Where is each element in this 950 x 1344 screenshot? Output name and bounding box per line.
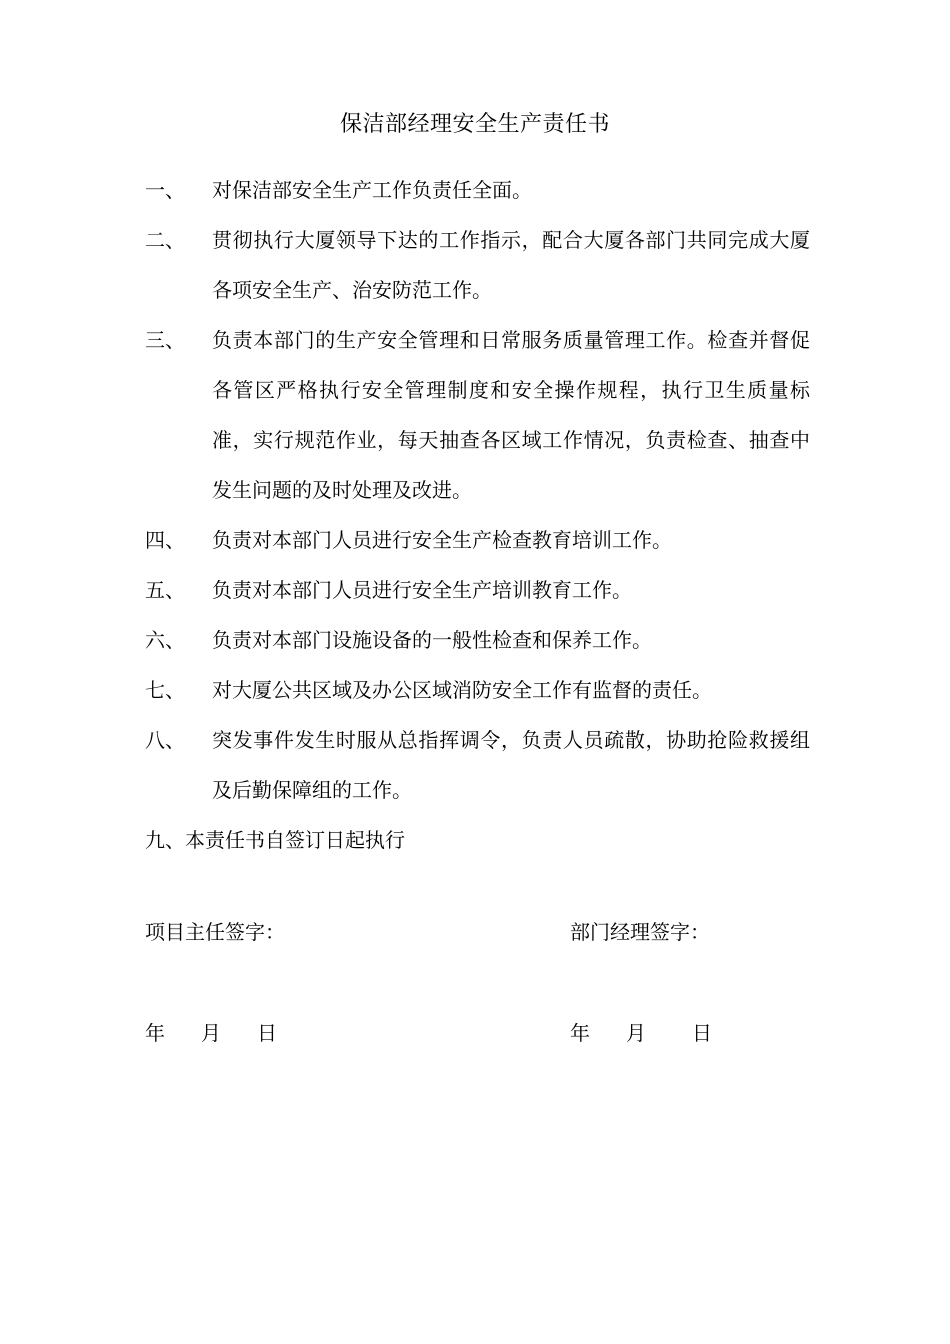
clause-1 [145,165,810,215]
clause-4 [145,515,810,565]
department-manager-date [570,1013,712,1053]
clause-text: 负责对本部门人员进行安全生产检查教育培训工作。 [212,528,672,552]
clause-list [145,165,810,865]
clause-text: 突发事件发生时服从总指挥调令，负责人员疏散，协助抢险救援组及后勤保障组的工作。 [212,728,810,802]
clause-number: 四、 [145,528,185,552]
clause-number: 五、 [145,578,185,602]
clause-number: 八、 [145,728,185,752]
clause-text: 贯彻执行大厦领导下达的工作指示，配合大厦各部门共同完成大厦各项安全生产、治安防范工作。 [212,228,810,302]
clause-8 [145,715,810,815]
clause-text: 对保洁部安全生产工作负责任全面。 [212,178,532,202]
document-title: 保洁部经理安全生产责任书 [339,112,610,137]
date-year: 年 [145,1021,165,1045]
clause-number: 六、 [145,628,185,652]
date-month: 月 [201,1021,221,1045]
project-director-date [145,1013,277,1053]
clause-9: 九、本责任书自签订日起执行 [145,828,405,852]
date-day: 日 [257,1021,277,1045]
clause-7 [145,665,810,715]
project-director-signature-label: 项目主任签字： [145,920,285,944]
clause-text: 负责对本部门人员进行安全生产培训教育工作。 [212,578,632,602]
clause-number: 二、 [145,228,185,252]
clause-2 [145,215,810,315]
clause-number: 三、 [145,328,185,352]
clause-3 [145,315,810,515]
clause-text: 负责本部门的生产安全管理和日常服务质量管理工作。检查并督促各管区严格执行安全管理制度和安全操作规程，执行卫生质量标准，实行规范作业，每天抽查各区域工作情况，负责检查、抽查中发生问题的及时处理及改进。 [212,328,810,502]
date-day: 日 [692,1021,712,1045]
department-manager-signature-label: 部门经理签字： [570,920,710,944]
clause-number: 七、 [145,678,185,702]
date-year: 年 [570,1021,590,1045]
clause-text: 对大厦公共区域及办公区域消防安全工作有监督的责任。 [212,678,712,702]
clause-number: 一、 [145,178,185,202]
clause-5 [145,565,810,615]
date-month: 月 [626,1021,646,1045]
clause-6 [145,615,810,665]
clause-text: 负责对本部门设施设备的一般性检查和保养工作。 [212,628,652,652]
